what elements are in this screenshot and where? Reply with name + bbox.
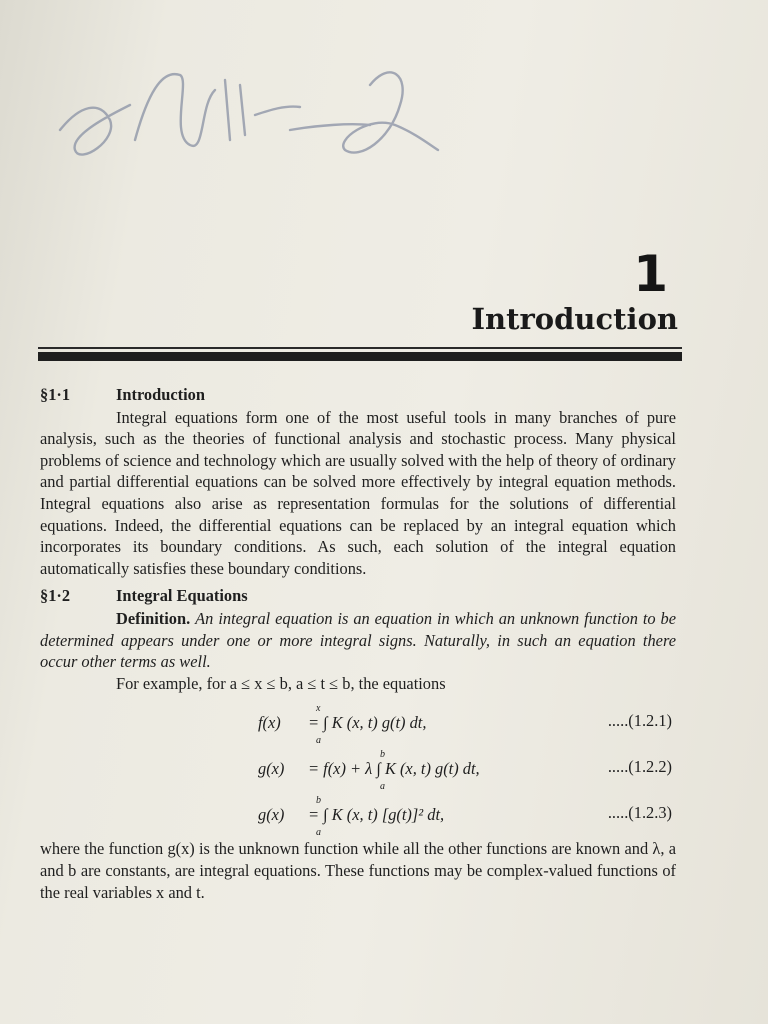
integral-lower-limit: a <box>380 781 385 793</box>
integral-upper-limit: b <box>316 795 321 807</box>
section-number: §1·2 <box>40 586 71 606</box>
integral-lower-limit: a <box>316 827 321 839</box>
header-rule-thick <box>38 352 682 361</box>
integral-upper-limit: b <box>380 749 385 761</box>
handwritten-signature <box>40 45 440 175</box>
integral-lower-limit: a <box>316 735 321 747</box>
equation-rhs: = ∫ K (x, t) [g(t)]² dt, <box>308 805 445 825</box>
equation-lhs: g(x) <box>258 759 285 779</box>
definition-label: Definition. <box>116 608 191 628</box>
example-intro: For example, for a ≤ x ≤ b, a ≤ t ≤ b, the equations <box>116 673 446 693</box>
equation-number: .....(1.2.1) <box>607 711 672 731</box>
page-body <box>40 378 676 903</box>
definition-paragraph <box>40 608 676 673</box>
section-heading-1-2 <box>40 585 676 607</box>
equation-rhs: = ∫ K (x, t) g(t) dt, <box>308 713 427 733</box>
section-title: Introduction <box>116 385 205 404</box>
closing-paragraph: where the function g(x) is the unknown function while all the other functions are known and λ, a and b are constants, are integral equations. These functions may be complex-valued functions of the real variables x and t. <box>40 839 676 902</box>
chapter-title: Introduction <box>471 302 678 336</box>
equation-rhs: = f(x) + λ ∫ K (x, t) g(t) dt, <box>308 759 480 779</box>
chapter-number: 1 <box>633 245 668 303</box>
equation-lhs: f(x) <box>258 713 281 733</box>
section-heading-1-1 <box>40 384 676 406</box>
header-rule-thin <box>38 347 682 349</box>
section-number: §1·1 <box>40 385 71 404</box>
equation-1-2-3 <box>40 790 676 839</box>
definition-text: An integral equation is an equation in which an unknown function to be determined appears under one or more integral signs. Naturally, in such an equation there occur other terms as well. <box>40 608 676 672</box>
equation-number: .....(1.2.2) <box>607 757 672 777</box>
equation-number: .....(1.2.3) <box>607 803 672 823</box>
equation-1-2-2 <box>40 744 676 793</box>
equation-lhs: g(x) <box>258 805 285 825</box>
section-title: Integral Equations <box>116 586 248 606</box>
integral-upper-limit: x <box>316 703 321 715</box>
equation-1-2-1 <box>40 698 676 747</box>
intro-paragraph: Integral equations form one of the most useful tools in many branches of pure analysis, such as the theories of functional analysis and stochastic process. Many physical problems of science and technology which are usually solved with the help of theory of ordinary and partial differential equations can be solved more effectively by integral equation methods. Integral equations also arise as representation formulas for the solutions of differential equations. Indeed, the differential equations can be replaced by an integral equation which incorporates its boundary conditions. As such, each solution of the integral equation automatically satisfies these boundary conditions. <box>40 407 676 578</box>
